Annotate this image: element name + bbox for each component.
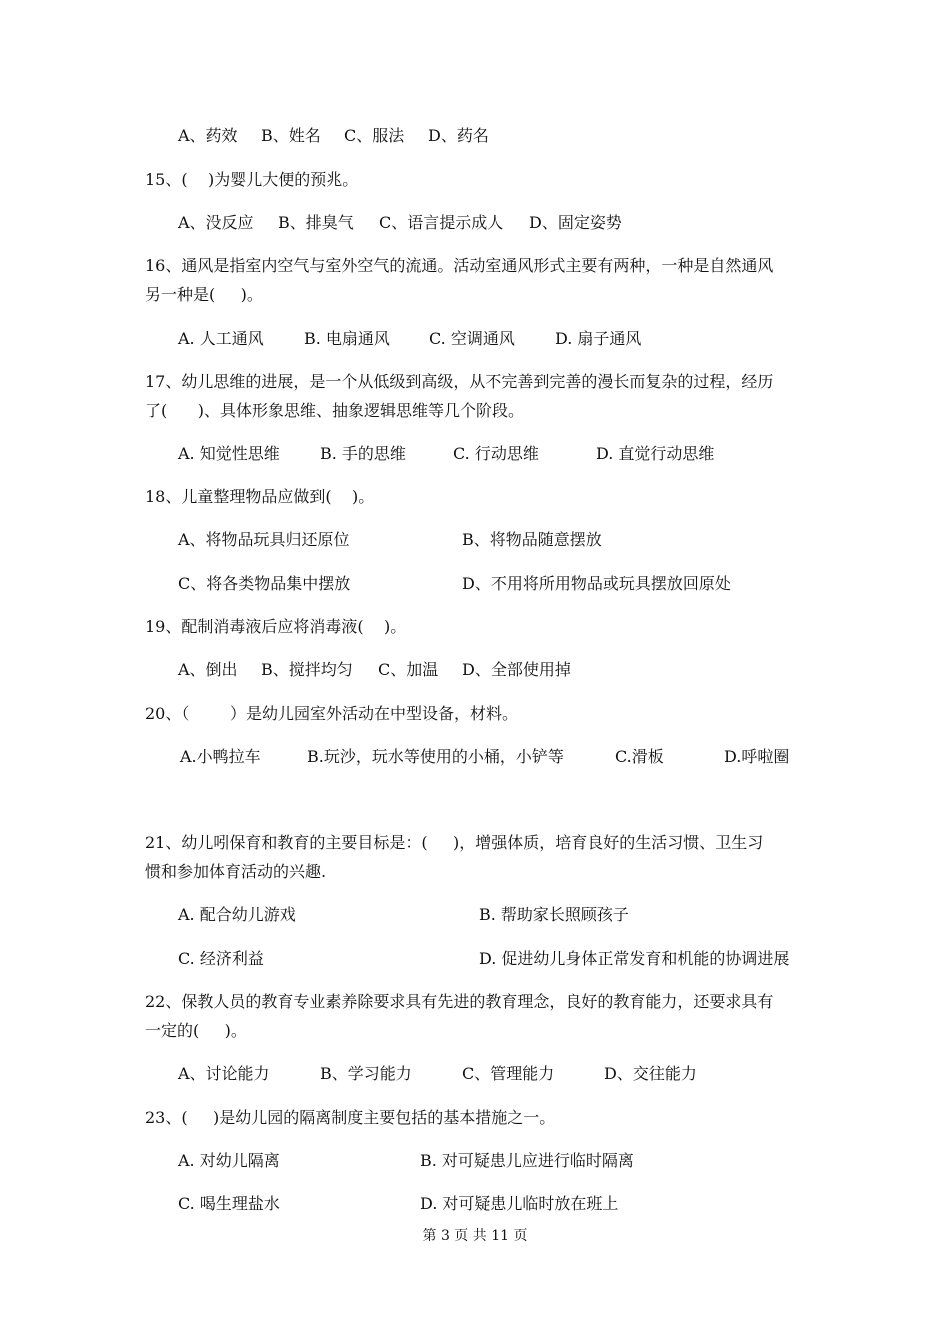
q19-option-a: A、倒出 [178, 660, 238, 679]
q20-option-c: C.滑板 [615, 747, 664, 766]
q16-option-b: B. 电扇通风 [304, 329, 390, 348]
q20-option-b: B.玩沙，玩水等使用的小桶，小铲等 [307, 747, 564, 766]
q19-option-d: D、全部使用掉 [462, 660, 571, 679]
q22-option-c: C、管理能力 [462, 1064, 555, 1083]
q15-option-d: D、固定姿势 [529, 213, 622, 232]
q15-option-a: A、没反应 [178, 213, 254, 232]
q14-option-a: A、药效 [178, 126, 238, 145]
q14-option-c: C、服法 [344, 126, 405, 145]
q21-option-a: A. 配合幼儿游戏 [178, 905, 296, 924]
q19-option-c: C、加温 [378, 660, 439, 679]
q22-option-b: B、学习能力 [320, 1064, 412, 1083]
q15-stem: 15、( )为婴儿大便的预兆。 [145, 170, 359, 189]
q23-option-a: A. 对幼儿隔离 [178, 1151, 280, 1170]
q20-option-d: D.呼啦圈 [724, 747, 790, 766]
q23-stem: 23、( )是幼儿园的隔离制度主要包括的基本措施之一。 [145, 1108, 556, 1127]
q18-stem: 18、儿童整理物品应做到( )。 [145, 487, 375, 506]
q16-option-a: A. 人工通风 [178, 329, 264, 348]
q21-option-b: B. 帮助家长照顾孩子 [479, 905, 629, 924]
q16-option-d: D. 扇子通风 [555, 329, 642, 348]
q22-option-a: A、讨论能力 [178, 1064, 270, 1083]
q17-option-c: C. 行动思维 [453, 444, 539, 463]
q17-option-d: D. 直觉行动思维 [596, 444, 715, 463]
q16-stem-line1: 16、通风是指室内空气与室外空气的流通。活动室通风形式主要有两种，一种是自然通风 [145, 256, 774, 275]
q15-option-c: C、语言提示成人 [379, 213, 504, 232]
q21-option-c: C. 经济利益 [178, 949, 264, 968]
q14-option-d: D、药名 [428, 126, 489, 145]
q20-stem: 20、（ ）是幼儿园室外活动在中型设备，材料。 [145, 704, 519, 723]
q21-stem-line1: 21、幼儿吲保育和教育的主要目标是：( )，增强体质，培育良好的生活习惯、卫生习 [145, 833, 764, 852]
q16-stem-line2: 另一种是( )。 [145, 285, 263, 304]
page-number: 第 3 页 共 11 页 [422, 1228, 528, 1244]
q17-stem-line2: 了( )、具体形象思维、抽象逻辑思维等几个阶段。 [145, 401, 525, 420]
q17-stem-line1: 17、幼儿思维的进展，是一个从低级到高级，从不完善到完善的漫长而复杂的过程，经历 [145, 372, 774, 391]
q19-option-b: B、搅拌均匀 [261, 660, 353, 679]
q23-option-c: C. 喝生理盐水 [178, 1194, 280, 1213]
q21-stem-line2: 惯和参加体育活动的兴趣. [145, 862, 327, 881]
q23-option-b: B. 对可疑患儿应进行临时隔离 [420, 1151, 634, 1170]
q14-option-b: B、姓名 [261, 126, 321, 145]
q21-option-d: D. 促进幼儿身体正常发育和机能的协调进展 [479, 949, 790, 968]
q22-stem-line1: 22、保教人员的教育专业素养除要求具有先进的教育理念，良好的教育能力，还要求具有 [145, 992, 774, 1011]
q22-option-d: D、交往能力 [604, 1064, 697, 1083]
q16-option-c: C. 空调通风 [429, 329, 515, 348]
q18-option-b: B、将物品随意摆放 [462, 530, 602, 549]
q22-stem-line2: 一定的( )。 [145, 1021, 247, 1040]
q18-option-a: A、将物品玩具归还原位 [178, 530, 350, 549]
q20-option-a: A.小鸭拉车 [180, 747, 261, 766]
q19-stem: 19、配制消毒液后应将消毒液( )。 [145, 617, 407, 636]
q17-option-b: B. 手的思维 [320, 444, 406, 463]
q18-option-d: D、不用将所用物品或玩具摆放回原处 [462, 574, 731, 593]
q23-option-d: D. 对可疑患儿临时放在班上 [420, 1194, 619, 1213]
q15-option-b: B、排臭气 [278, 213, 354, 232]
q17-option-a: A. 知觉性思维 [178, 444, 280, 463]
q18-option-c: C、将各类物品集中摆放 [178, 574, 351, 593]
